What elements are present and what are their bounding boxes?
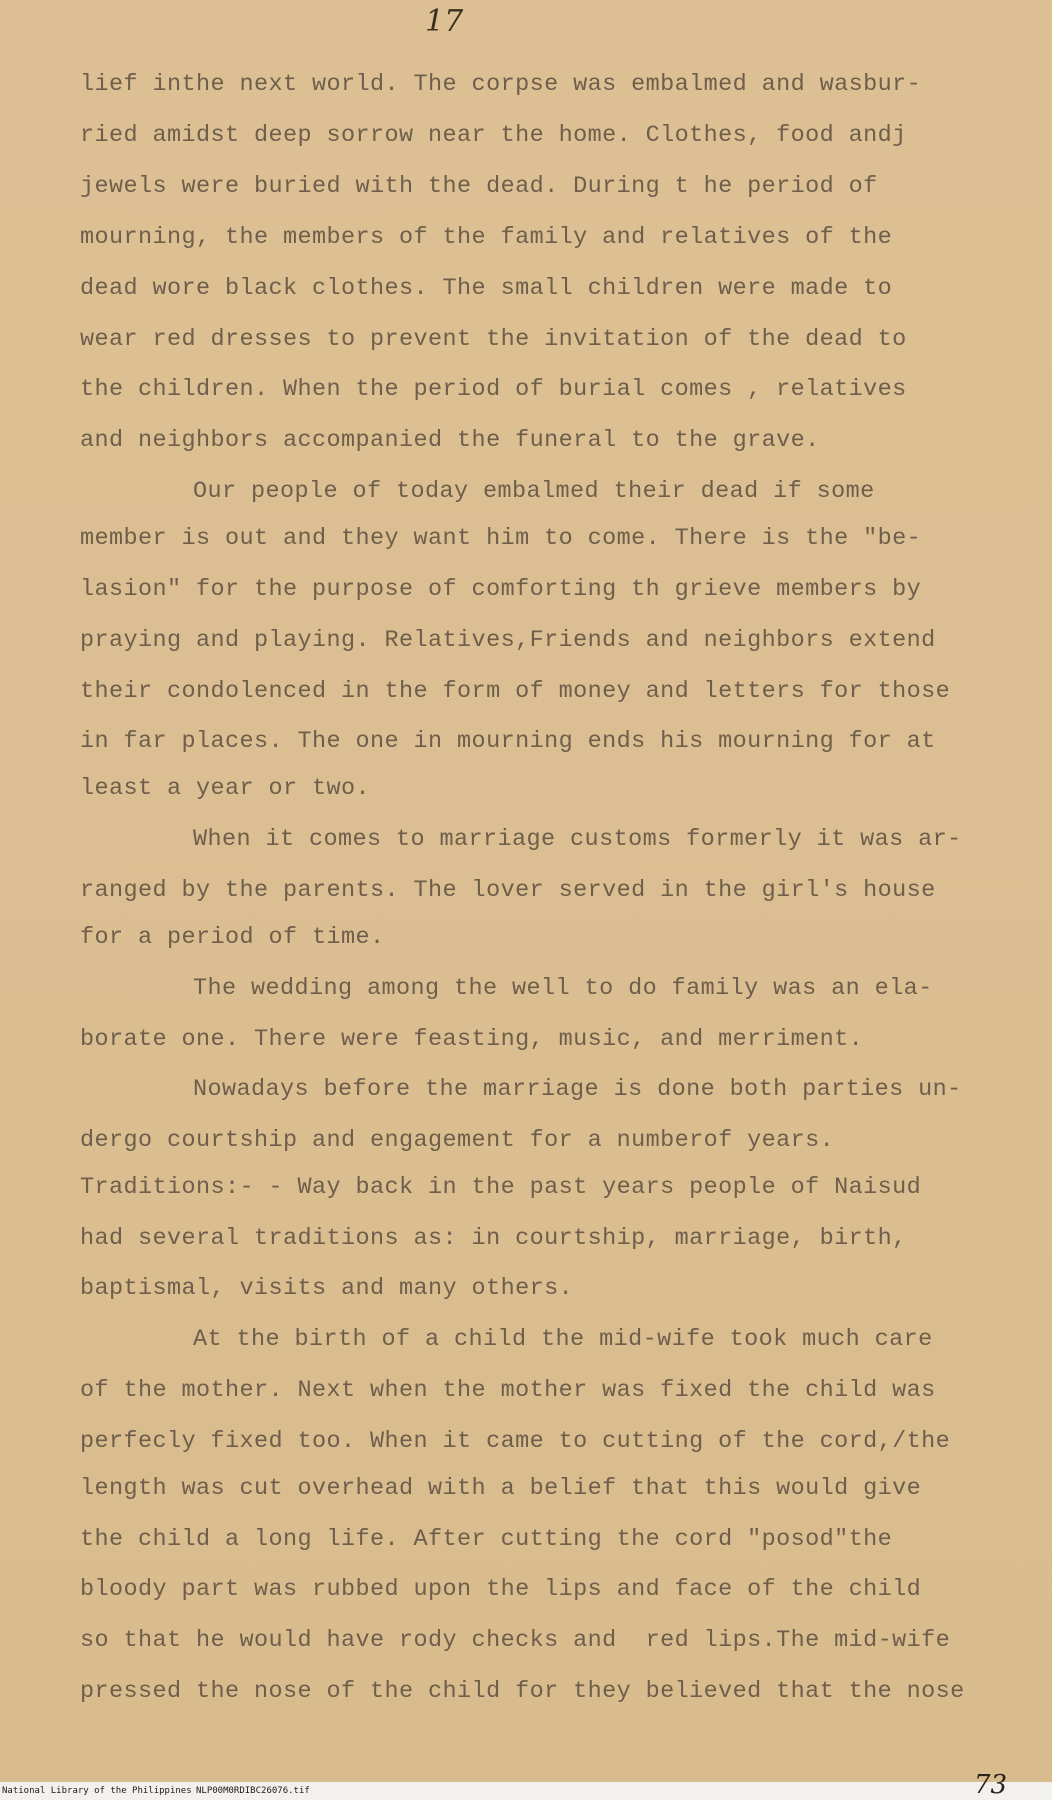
page-number: 17 <box>425 4 464 39</box>
text-line: dergo courtship and engagement for a numberof years. <box>80 1127 835 1154</box>
text-line: lasion" for the purpose of comforting th grieve members by <box>80 576 922 603</box>
text-line: so that he would have rody checks and red lips.The mid-wife <box>80 1627 951 1654</box>
text-line: of the mother. Next when the mother was fixed the child was <box>80 1377 936 1404</box>
text-line: dead wore black clothes. The small children were made to <box>80 275 893 302</box>
text-line: member is out and they want him to come. There is the "be- <box>80 525 922 552</box>
text-line: Traditions:- - Way back in the past years people of Naisud <box>80 1174 922 1201</box>
text-line: for a period of time. <box>80 924 385 951</box>
text-line: wear red dresses to prevent the invitation of the dead to <box>80 326 907 353</box>
text-line: mourning, the members of the family and relatives of the <box>80 224 893 251</box>
text-line: borate one. There were feasting, music, and merriment. <box>80 1026 864 1053</box>
text-line: in far places. The one in mourning ends his mourning for at <box>80 728 936 755</box>
text-line: When it comes to marriage customs formerly it was ar- <box>193 826 962 853</box>
text-line: jewels were buried with the dead. During t he period of <box>80 173 878 200</box>
text-line: baptismal, visits and many others. <box>80 1275 574 1302</box>
text-line: pressed the nose of the child for they believed that the nose <box>80 1678 965 1705</box>
text-line: had several traditions as: in courtship, marriage, birth, <box>80 1225 907 1252</box>
text-line: Our people of today embalmed their dead if some <box>193 478 875 505</box>
archive-caption: National Library of the Philippines <box>2 1786 192 1796</box>
text-line: perfecly fixed too. When it came to cutting of the cord,/the <box>80 1428 951 1455</box>
text-line: bloody part was rubbed upon the lips and face of the child <box>80 1576 922 1603</box>
text-line: the child a long life. After cutting the cord "posod"the <box>80 1526 893 1553</box>
text-line: praying and playing. Relatives,Friends and neighbors extend <box>80 627 936 654</box>
text-line: At the birth of a child the mid-wife took much care <box>193 1326 933 1353</box>
text-line: least a year or two. <box>80 775 371 802</box>
text-line: The wedding among the well to do family was an ela- <box>193 975 933 1002</box>
file-id: NLP00M0RDIBC26076.tif <box>196 1786 310 1796</box>
text-line: Nowadays before the marriage is done both parties un- <box>193 1076 962 1103</box>
text-line: lief inthe next world. The corpse was embalmed and wasbur- <box>80 71 922 98</box>
text-line: ried amidst deep sorrow near the home. Clothes, food andj <box>80 122 907 149</box>
text-line: the children. When the period of burial comes , relatives <box>80 376 907 403</box>
text-line: length was cut overhead with a belief that this would give <box>80 1475 922 1502</box>
text-line: and neighbors accompanied the funeral to the grave. <box>80 427 820 454</box>
text-line: ranged by the parents. The lover served in the girl's house <box>80 877 936 904</box>
handwritten-folio-number: 73 <box>974 1770 1008 1800</box>
text-line: their condolenced in the form of money and letters for those <box>80 678 951 705</box>
